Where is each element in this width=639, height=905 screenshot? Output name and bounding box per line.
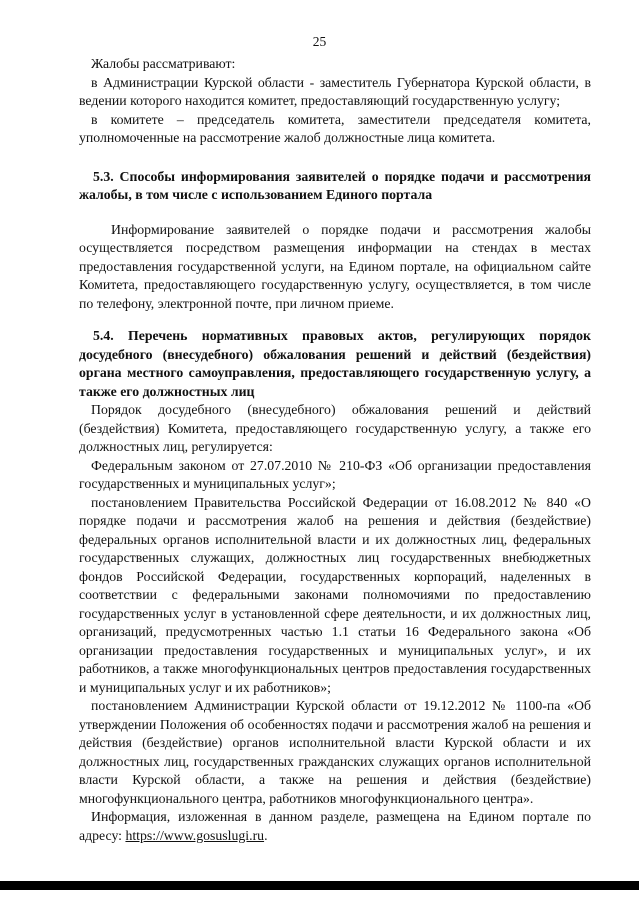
paragraph-appeal-procedure: Порядок досудебного (внесудебного) обжалования решений и действий (бездействия) Комитета, предоставляющего государственную услугу, а также его должностных лиц, регулируется:	[79, 402, 591, 454]
page-number: 25	[312, 34, 327, 49]
section-heading-5-3: 5.3. Способы информирования заявителей о порядке подачи и рассмотрения жалобы, в том числе с использованием Единого портала	[79, 168, 591, 202]
paragraph-administration: в Администрации Курской области - заместитель Губернатора Курской области, в ведении которого находится комитет, предоставляющий государственную услугу;	[79, 74, 591, 108]
paragraph-complaints-reviewers: Жалобы рассматривают:	[91, 56, 236, 71]
document-body	[79, 55, 591, 845]
scan-bottom-border	[0, 881, 639, 890]
gosuslugi-link[interactable]: https://www.gosuslugi.ru	[125, 827, 265, 843]
paragraph-committee: в комитете – председатель комитета, заместители председателя комитета, уполномоченные на рассмотрение жалоб должностные лица комитета.	[79, 111, 591, 145]
portal-info-text: Информация, изложенная в данном разделе, размещена на Едином портале по адресу:	[79, 809, 591, 843]
paragraph-federal-law: Федеральным законом от 27.07.2010 № 210-ФЗ «Об организации предоставления государственных и муниципальных услуг»;	[79, 457, 591, 491]
section-heading-5-4: 5.4. Перечень нормативных правовых актов, регулирующих порядок досудебного (внесудебного) обжалования решений и действий (бездействия) органа местного самоуправления, предоставляющего государственную услугу, а также его должностных лиц	[79, 328, 591, 399]
portal-info-end: .	[264, 827, 268, 843]
paragraph-informing: Информирование заявителей о порядке подачи и рассмотрения жалобы осуществляется посредством размещения информации на стендах в местах предоставления государственной услуги, на Едином портале, на официальном сайте Комитета, предоставляющего государственную услугу, осуществляется, в том числе по телефону, электронной почте, при личном приеме.	[79, 221, 591, 311]
paragraph-portal-info	[79, 808, 591, 845]
paragraph-government-decree: постановлением Правительства Российской Федерации от 16.08.2012 № 840 «О порядке подачи и рассмотрения жалоб на решения и действия (бездействие) федеральных органов исполнительной власти и их должностных лиц, федеральных государственных служащих, должностных лиц государственных внебюджетных фондов Российской Федерации, государственных корпораций, наделенных в соответствии с федеральными законами полномочиями по предоставлению государственных услуг в установленной сфере деятельности, и их должностных лиц, организаций, предусмотренных частью 1.1 статьи 16 Федерального закона «Об организации предоставления государственных и муниципальных услуг», и их работников, а также многофункциональных центров предоставления государственных и муниципальных услуг и их работников»;	[79, 494, 591, 695]
paragraph-regional-decree: постановлением Администрации Курской области от 19.12.2012 № 1100-па «Об утверждении Положения об особенностях подачи и рассмотрения жалоб на решения и действия (бездействие) органов исполнительной власти Курской области и их должностных лиц, государственных гражданских служащих органов исполнительной власти Курской области, а также на решения и действия (бездействие) многофункционального центра, работников многофункционального центра».	[79, 698, 591, 806]
